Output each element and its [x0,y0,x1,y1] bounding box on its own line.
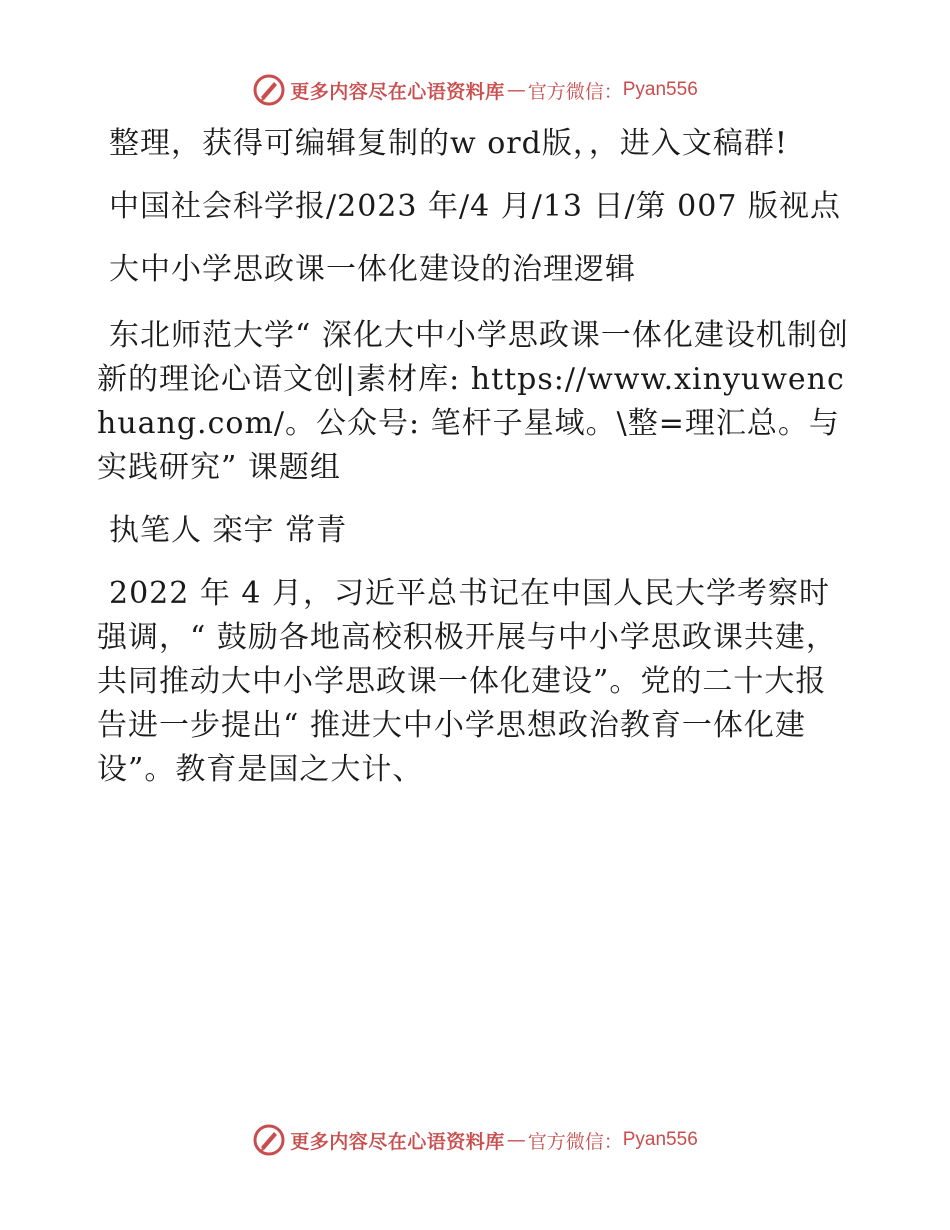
watermark-contact-label: 官方微信： [527,1130,623,1153]
header-watermark [0,70,950,110]
watermark-site-text: 更多内容尽在心语资料库 [290,1130,505,1153]
footer-watermark [0,1120,950,1160]
quill-logo-icon [252,1123,286,1157]
document-body [97,122,857,811]
watermark-site-text: 更多内容尽在心语资料库 [290,80,505,103]
article-title: 大中小学思政课一体化建设的治理逻辑 [109,252,636,287]
paragraph-source: 中国社会科学报/2023 年/4 月/13 日/第 007 版视点 [109,189,841,224]
quill-logo-icon [252,73,286,107]
paragraph-intro: 整理，获得可编辑复制的w ord版，，进入文稿群! [109,126,788,161]
watermark-separator: — [506,1129,526,1151]
paragraph-authors: 执笔人 栾宇 常青 [109,513,348,548]
watermark-contact-label: 官方微信： [527,80,623,103]
watermark-separator: — [506,79,526,101]
watermark-contact-id: Pyan556 [622,79,698,100]
watermark-contact-id: Pyan556 [622,1129,698,1150]
paragraph-affiliation: 东北师范大学“ 深化大中小学思政课一体化建设机制创新的理论心语文创|素材库: https://www.xinyuwenchuang.com/。公众号: 笔杆子星域。\整=理汇总。与实践研究” 课题组 [97,318,849,485]
paragraph-body: 2022 年 4 月，习近平总书记在中国人民大学考察时强调，“ 鼓励各地高校积极开展与中小学思政课共建，共同推动大中小学思政课一体化建设”。党的二十大报告进一步提出“ 推进大中小学思想政治教育一体化建设”。教育是国之大计、 [97,576,837,787]
